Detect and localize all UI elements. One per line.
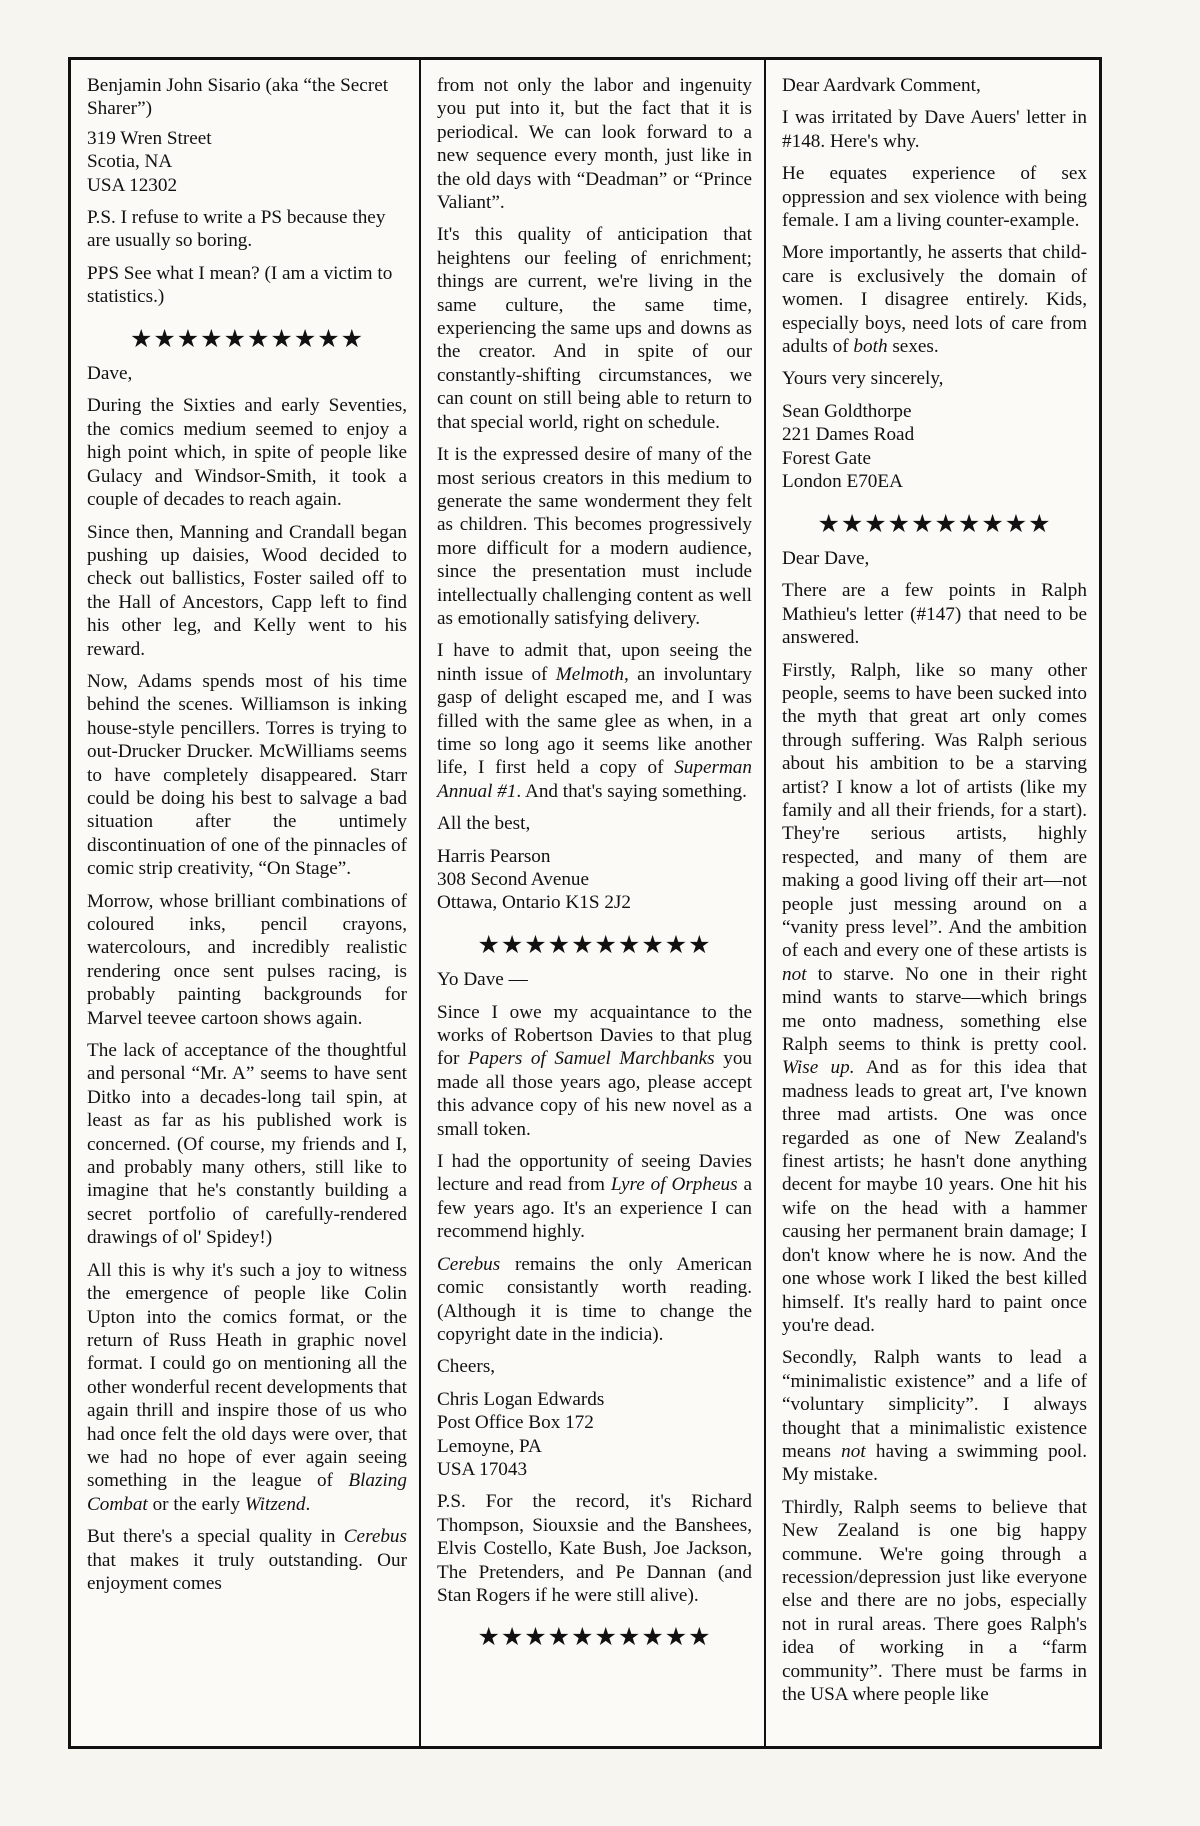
letter-paragraph: Since I owe my acquaintance to the works of Robertson Davies to that plug for Papers of Samuel Marchbanks you made all those years ago, please accept this advance copy of his new novel as a small token.	[437, 1001, 753, 1140]
letter-paragraph: Secondly, Ralph wants to lead a “minimalistic existence” and a life of “voluntary simplicity”. I always thought that a minimalistic existence means not having a swimming pool. My mistake.	[782, 1347, 1087, 1486]
signature-name: Benjamin John Sisario (aka “the Secret Sharer”)	[87, 75, 389, 120]
address-line: Forest Gate	[782, 447, 871, 469]
title-italic: Witzend	[244, 1493, 306, 1515]
letter-paragraph: There are a few points in Ralph Mathieu's letter (#147) that need to be answered.	[782, 580, 1087, 649]
address-line: Ottawa, Ontario K1S 2J2	[437, 892, 631, 914]
star-divider: ★★★★★★★★★★	[817, 508, 1052, 538]
postscript: P.S. I refuse to write a PS because they are usually so boring.	[87, 207, 386, 252]
title-italic: Blazing Combat	[87, 1470, 407, 1515]
letter-paragraph: I have to admit that, upon seeing the ninth issue of Melmoth, an involuntary gasp of delight escaped me, and I was filled with the same glee as when, in a time so long ago it seems like another life, I first held a copy of Superman Annual #1. And that's saying something.	[437, 640, 752, 802]
letter-closing: Cheers,	[437, 1356, 496, 1378]
emphasis-italic: Wise up.	[782, 1057, 855, 1079]
star-divider: ★★★★★★★★★★	[477, 929, 712, 959]
signature-block-sisario	[87, 74, 407, 197]
postscript: PPS See what I mean? (I am a victim to statistics.)	[87, 262, 393, 308]
letters-page	[68, 57, 1102, 1749]
address-line: USA 17043	[437, 1458, 528, 1480]
title-italic: Superman Annual #1	[437, 757, 752, 802]
letter-paragraph: Thirdly, Ralph seems to believe that New Zealand is one big happy commune. We're going through a recession/depression just like everyone else and there are no jobs, especially not in rural areas. There goes Ralph's idea of working in a “farm community”. There must be farms in the USA where people like	[782, 1496, 1087, 1705]
address-line: London E70EA	[782, 471, 903, 493]
star-divider: ★★★★★★★★★★	[129, 323, 365, 353]
letter-paragraph: It's this quality of anticipation that heightens our feeling of enrichment; things are current, we're living in the same culture, the same time, experiencing the same ups and downs as the creator. And in spite of our constantly-shifting circumstances, we can count on still being able to return to that special world, right on schedule.	[437, 224, 752, 433]
signature-block-pearson	[437, 845, 752, 915]
address-line: Lemoyne, PA	[437, 1435, 542, 1457]
title-italic: Cerebus	[437, 1253, 501, 1275]
column-1	[71, 60, 421, 1746]
letter-paragraph: But there's a special quality in Cerebus that makes it truly outstanding. Our enjoyment comes	[87, 1526, 407, 1594]
signature-name: Chris Logan Edwards	[437, 1388, 605, 1410]
letter-paragraph: During the Sixties and early Seventies, the comics medium seemed to enjoy a high point which, in spite of people like Gulacy and Windsor-Smith, it took a couple of decades to reach again.	[87, 395, 407, 511]
signature-name: Sean Goldthorpe	[782, 400, 912, 422]
letter-closing: Yours very sincerely,	[782, 368, 944, 390]
address-line: Post Office Box 172	[437, 1412, 594, 1434]
star-divider: ★★★★★★★★★★	[477, 1622, 712, 1652]
emphasis-italic: both	[853, 336, 888, 358]
title-italic: Papers of Samuel Marchbanks	[467, 1048, 715, 1070]
address-line: 221 Dames Road	[782, 424, 915, 446]
letter-paragraph: Morrow, whose brilliant combinations of coloured inks, pencil crayons, watercolours, and incredibly realistic rendering once sent pulses racing, is probably painting backgrounds for Marvel teevee cartoon shows again.	[87, 890, 407, 1029]
letter-greeting: Dave,	[87, 363, 133, 385]
title-italic: Cerebus	[343, 1526, 407, 1548]
letter-paragraph: Firstly, Ralph, like so many other people, seems to have been sucked into the myth that great art only comes through suffering. Was Ralph serious about his ambition to be a starving artist? I know a lot of artists (like my family and all their friends, for a start). They're serious artists, highly respected, and many of them are making a good living off their art—not people just messing around on a “vanity press level”. And the ambition of each and every one of these artists is not to starve. No one in their right mind wants to starve—which brings me onto madness, something else Ralph seems to think is pretty cool. Wise up. And as for this idea that madness leads to great art, I've known three mad artists. One was once regarded as one of New Zealand's finest artists; he hasn't done anything decent for maybe 10 years. One hit his wife on the head with a hammer causing her permanent brain damage; I don't know where he is now. And the one whose work I liked the best killed himself. It's really hard to paint once you're dead.	[782, 659, 1087, 1336]
letter-closing: All the best,	[437, 813, 531, 835]
letter-greeting: Yo Dave —	[437, 969, 528, 991]
letter-paragraph: Cerebus remains the only American comic consistantly worth reading. (Although it is time to change the copyright date in the indicia).	[437, 1253, 752, 1345]
letter-paragraph: Since then, Manning and Crandall began pushing up daisies, Wood decided to check out ballistics, Foster sailed off to the Hall of Ancestors, Capp left to find his other leg, and Kelly went to his reward.	[87, 521, 407, 660]
postscript: P.S. For the record, it's Richard Thompson, Siouxsie and the Banshees, Elvis Costello, Kate Bush, Joe Jackson, The Pretenders, and Pe Dannan (and Stan Rogers if he were still alive).	[437, 1491, 752, 1606]
signature-block-goldthorpe	[782, 400, 1087, 494]
signature-name: Harris Pearson	[437, 845, 551, 867]
emphasis-italic: not	[841, 1440, 866, 1462]
letter-paragraph: It is the expressed desire of many of the most serious creators in this medium to generate the same wonderment they felt as children. This becomes progressively more difficult for a modern audience, since the presentation must include intellectually challenging content as well as emotionally satisfying delivery.	[437, 444, 752, 629]
letter-paragraph: He equates experience of sex oppression and sex violence with being female. I am a living counter-example.	[782, 163, 1087, 232]
column-2	[421, 60, 766, 1746]
letter-paragraph: from not only the labor and ingenuity you put into it, but the fact that it is periodical. We can look forward to a new sequence every month, just like in the old days with “Deadman” or “Prince Valiant”.	[437, 75, 752, 214]
title-italic: Lyre of Orpheus	[610, 1174, 738, 1196]
address-line: 319 Wren Street	[87, 127, 212, 149]
letter-greeting: Dear Aardvark Comment,	[782, 75, 981, 96]
column-3	[766, 60, 1099, 1746]
address-line: USA 12302	[87, 174, 178, 196]
letter-paragraph: All this is why it's such a joy to witness the emergence of people like Colin Upton into the comics format, or the return of Russ Heath in graphic novel format. I could go on mentioning all the other wonderful recent developments that again thrill and inspire those of us who had once felt the old days were over, that we had no hope of ever again seeing something in the league of Blazing Combat or the early Witzend.	[87, 1259, 407, 1515]
title-italic: Melmoth	[555, 663, 624, 685]
emphasis-italic: not	[782, 963, 807, 985]
address-line: Scotia, NA	[87, 151, 173, 173]
letter-paragraph: More importantly, he asserts that child-care is exclusively the domain of women. I disagree entirely. Kids, especially boys, need lots of care from adults of both sexes.	[782, 242, 1087, 358]
letter-paragraph: I had the opportunity of seeing Davies lecture and read from Lyre of Orpheus a few years ago. It's an experience I can recommend highly.	[437, 1151, 752, 1243]
letter-paragraph: Now, Adams spends most of his time behind the scenes. Williamson is inking house-style pencillers. Torres is trying to out-Drucker Drucker. McWilliams seems to have completely disappeared. Starr could be doing his best to salvage a bad situation after the untimely discontinuation of one of the pinnacles of comic strip creativity, “On Stage”.	[87, 670, 407, 880]
address-line: 308 Second Avenue	[437, 869, 590, 890]
letter-paragraph: The lack of acceptance of the thoughtful and personal “Mr. A” seems to have sent Ditko into a decades-long tail spin, at least as far as his published work is concerned. (Of course, my friends and I, and probably many others, still like to imagine that he's constantly building a secret portfolio of carefully-rendered drawings of ol' Spidey!)	[87, 1040, 407, 1249]
letter-greeting: Dear Dave,	[782, 547, 870, 569]
letter-paragraph: I was irritated by Dave Auers' letter in #148. Here's why.	[782, 107, 1087, 152]
signature-block-edwards	[437, 1388, 752, 1482]
